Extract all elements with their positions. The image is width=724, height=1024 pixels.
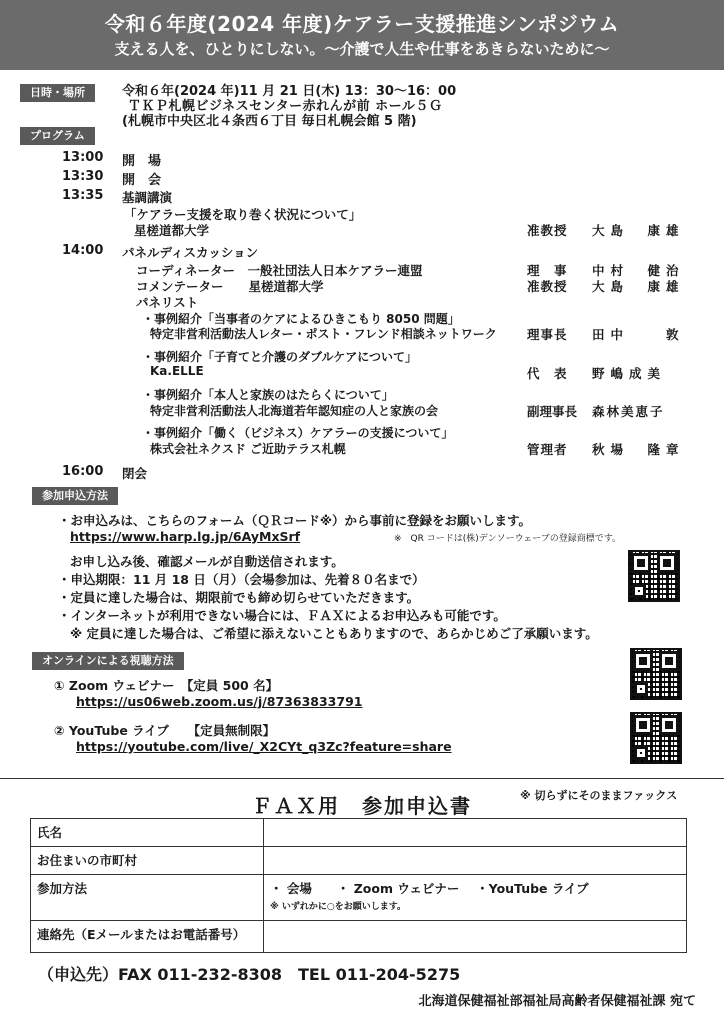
keynote-org: 星槎道都大学 xyxy=(134,223,210,238)
case2-name: 野嶋成美 xyxy=(592,366,667,381)
closing: 閉会 xyxy=(122,466,148,481)
time-1600: 16:00 xyxy=(62,464,104,479)
application-deadline: ・申込期限：11 月 18 日（月）（会場参加は、先着８０名まで） xyxy=(58,572,425,587)
case3-name: 森林美恵子 xyxy=(592,404,665,419)
youtube-qr-code[interactable] xyxy=(630,712,682,764)
opening-venue: 開 場 xyxy=(122,154,162,169)
time-1300: 13:00 xyxy=(62,150,104,165)
time-1330: 13:30 xyxy=(62,169,104,184)
case4-role: 管理者 xyxy=(527,442,568,457)
keynote-speaker: 大島 康雄 xyxy=(592,223,685,238)
datetime-tag: 日時・場所 xyxy=(20,84,95,102)
label-name: 氏名 xyxy=(31,819,264,847)
time-1335: 13:35 xyxy=(62,188,104,203)
youtube-label: ② YouTube ライブ 【定員無制限】 xyxy=(54,723,276,738)
label-city: お住まいの市町村 xyxy=(31,847,264,875)
opening: 開 会 xyxy=(122,173,162,188)
application-line6: ※ 定員に達した場合は、ご希望に添えないこともありますので、あらかじめご了承願います。 xyxy=(70,626,598,641)
coordinator: コーディネーター 一般社団法人日本ケアラー連盟 xyxy=(136,263,423,278)
method-options: ・ 会場 ・ Zoom ウェビナー ・YouTube ライブ xyxy=(270,881,589,896)
commentator: コメンテーター 星槎道都大学 xyxy=(136,279,324,294)
zoom-url[interactable]: https://us06web.zoom.us/j/87363833791 xyxy=(76,694,363,709)
keynote-label: 基調講演 xyxy=(122,190,173,205)
section-divider xyxy=(0,778,724,779)
contact-info: （申込先）FAX 011-232-8308 TEL 011-204-5275 xyxy=(38,965,461,984)
venue-line: ＴＫＰ札幌ビジネスセンター赤れんが前 ホール５Ｇ xyxy=(128,99,443,114)
application-line4: ・定員に達した場合は、期限前でも締め切らせていただきます。 xyxy=(58,590,420,605)
commentator-role: 准教授 xyxy=(527,279,568,294)
case3-title: ・事例紹介「本人と家族のはたらくについて」 xyxy=(142,388,394,402)
case2-org: Ka.ELLE xyxy=(150,364,204,378)
label-method: 参加方法 xyxy=(31,875,264,921)
field-contact[interactable] xyxy=(264,921,687,953)
case2-title: ・事例紹介「子育てと介護のダブルケアについて」 xyxy=(142,350,418,364)
zoom-qr-code[interactable] xyxy=(630,648,682,700)
case4-org: 株式会社ネクスド ご近助テラス札幌 xyxy=(150,442,346,456)
application-line1: ・お申込みは、こちらのフォーム（ＱＲコード※）から事前に登録をお願いします。 xyxy=(58,513,532,528)
program-tag: プログラム xyxy=(20,127,95,145)
commentator-name: 大島 康雄 xyxy=(592,279,685,294)
field-method[interactable] xyxy=(264,875,687,921)
coordinator-role: 理 事 xyxy=(527,263,568,278)
application-line5: ・インターネットが利用できない場合には、ＦＡＸによるお申込みも可能です。 xyxy=(58,608,506,623)
panel-label: パネルディスカッション xyxy=(122,245,259,260)
case1-name: 田中 敦 xyxy=(592,327,685,342)
application-qr-code[interactable] xyxy=(628,550,680,602)
youtube-url[interactable]: https://youtube.com/live/_X2CYt_q3Zc?feature=share xyxy=(76,739,452,754)
qr-trademark-note: ※ QR コードは(株)デンソーウェーブの登録商標です。 xyxy=(394,534,622,544)
fax-application-form xyxy=(30,818,687,953)
field-name[interactable] xyxy=(264,819,687,847)
keynote-role: 准教授 xyxy=(527,223,568,238)
fax-form-title: ＦＡＸ用 参加申込書 xyxy=(252,794,472,818)
application-line2: お申し込み後、確認メールが自動送信されます。 xyxy=(70,554,344,569)
case1-role: 理事長 xyxy=(527,327,568,342)
method-note: ※ いずれかに○をお願いします。 xyxy=(270,902,407,912)
zoom-label: ① Zoom ウェビナー 【定員 500 名】 xyxy=(54,678,279,693)
datetime-line: 令和６年(2024 年)11 月 21 日(木) 13：30～16：00 xyxy=(122,84,457,99)
address-line: (札幌市中央区北４条西６丁目 毎日札幌会館 5 階) xyxy=(122,114,417,129)
page-title: 令和６年度(2024 年度)ケアラー支援推進シンポジウム xyxy=(104,12,620,36)
case4-title: ・事例紹介「働く（ビジネス）ケアラーの支援について」 xyxy=(142,426,454,440)
keynote-title: 「ケアラー支援を取り巻く状況について」 xyxy=(124,207,362,222)
case4-name: 秋場 隆章 xyxy=(592,442,685,457)
time-1400: 14:00 xyxy=(62,243,104,258)
case1-org: 特定非営利活動法人レター・ポスト・フレンド相談ネットワーク xyxy=(150,327,497,341)
coordinator-name: 中村 健治 xyxy=(592,263,685,278)
panelists-label: パネリスト xyxy=(136,295,199,310)
case3-org: 特定非営利活動法人北海道若年認知症の人と家族の会 xyxy=(150,404,439,418)
destination: 北海道保健福祉部福祉局高齢者保健福祉課 宛て xyxy=(418,994,696,1009)
case3-role: 副理事長 xyxy=(527,404,578,419)
case1-title: ・事例紹介「当事者のケアによるひきこもり 8050 問題」 xyxy=(142,312,460,326)
case2-role: 代 表 xyxy=(527,366,568,381)
field-city[interactable] xyxy=(264,847,687,875)
page-subtitle: 支える人を、ひとりにしない。～介護で人生や仕事をあきらないために～ xyxy=(114,40,610,58)
label-contact: 連絡先（Eメールまたはお電話番号） xyxy=(31,921,264,953)
application-tag: 参加申込方法 xyxy=(32,487,118,505)
fax-note: ※ 切らずにそのままファックス xyxy=(520,789,678,802)
online-tag: オンラインによる視聴方法 xyxy=(32,652,184,670)
application-url[interactable]: https://www.harp.lg.jp/6AyMxSrf xyxy=(70,529,301,544)
